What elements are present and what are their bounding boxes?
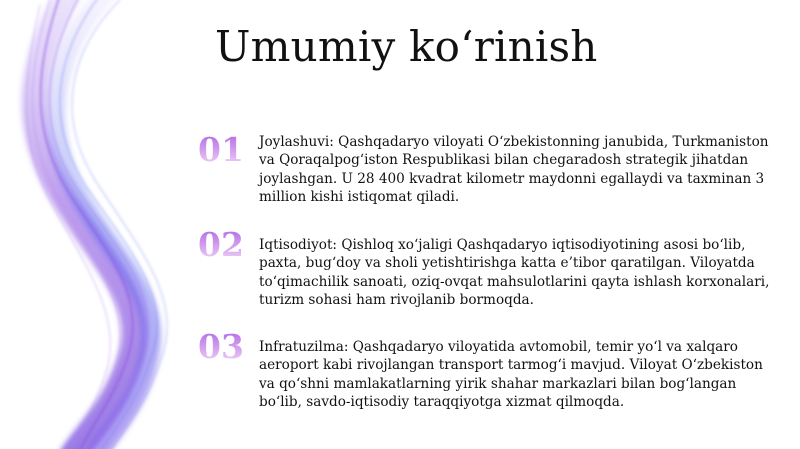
item-number: 02 [198,228,250,261]
item-text: Infratuzilma: Qashqadaryo viloyatida avtomobil, temir yo‘l va xalqaro aeroport kabi rivojlangan transport tarmog‘i mavjud. Viloyat O‘zbekiston va qo‘shni mamlakatlarning yirik shahar markazlari bilan bog‘langan bo‘lib, savdo-iqtisodiy taraqqiyotga xizmat qilmoqda. [259,339,763,410]
item-number: 03 [198,330,250,363]
item-text: Iqtisodiyot: Qishloq xo‘jaligi Qashqadaryo iqtisodiyotining asosi bo‘lib, paxta, bug‘doy va sholi yetishtirishga katta e’tibor qaratilgan. Viloyatda to‘qimachilik sanoati, oziq-ovqat mahsulotlarini qayta ishlash korxonalari, turizm sohasi ham rivojlanib bormoqda. [259,237,770,308]
abstract-smoke-ribbon [0,0,200,449]
slide-title: Umumiy ko‘rinish [215,22,598,71]
item-text: Joylashuvi: Qashqadaryo viloyati O‘zbekistonning janubida, Turkmaniston va Qoraqalpog‘iston Respublikasi bilan chegaradosh strategik jihatdan joylashgan. U 28 400 kvadrat kilometr maydonni egallaydi va taxminan 3 million kishi istiqomat qiladi. [259,134,769,205]
item-number: 01 [198,133,250,166]
